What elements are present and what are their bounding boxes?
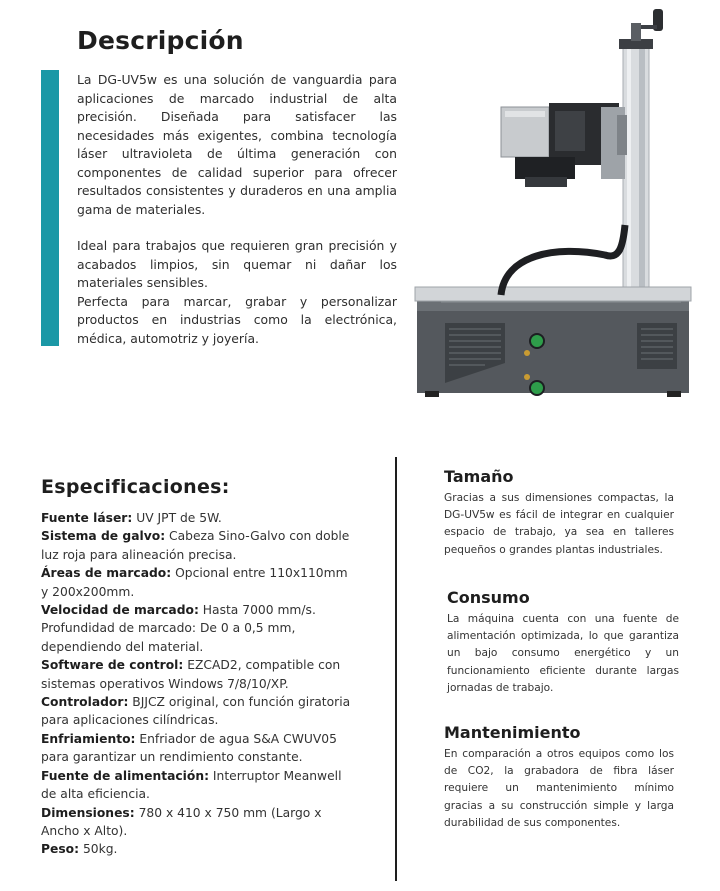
- specs-title: Especificaciones:: [41, 476, 230, 498]
- spec-label: Dimensiones:: [41, 805, 135, 820]
- spec-value: Cabeza Sino-Galvo con doble luz roja para alineación precisa.: [41, 529, 350, 562]
- spec-item: [41, 656, 351, 693]
- spec-item: [41, 804, 351, 841]
- spec-value: 780 x 410 x 750 mm (Largo x Ancho x Alto).: [41, 805, 322, 838]
- laser-machine-image: [405, 5, 705, 405]
- maintenance-text: En comparación a otros equipos como los de CO2, la grabadora de fibra láser requiere un mantenimiento mínimo gracias a su construcción simple y larga durabilidad de sus componentes.: [444, 748, 674, 829]
- consumption-title: Consumo: [447, 588, 530, 607]
- spec-value: 50kg.: [79, 842, 118, 857]
- spec-label: Sistema de galvo:: [41, 529, 166, 544]
- spec-item: [41, 527, 351, 564]
- spec-label: Áreas de marcado:: [41, 566, 172, 581]
- consumption-section: [447, 588, 679, 697]
- spec-label: Peso:: [41, 842, 80, 857]
- spec-value: Enfriador de agua S&A CWUV05 para garantizar un rendimiento constante.: [41, 731, 337, 765]
- spec-value: Hasta 7000 mm/s. Profundidad de marcado: De 0 a 0,5 mm, dependiendo del material.: [41, 603, 316, 654]
- spec-value: EZCAD2, compatible con sistemas operativos Windows 7/8/10/XP.: [41, 658, 341, 691]
- spec-label: Fuente láser:: [41, 511, 133, 525]
- size-title: Tamaño: [444, 467, 514, 486]
- consumption-text: La máquina cuenta con una fuente de alimentación optimizada, lo que garantiza un bajo consumo energético y un funcionamiento eficiente durante largas jornadas de trabajo.: [447, 613, 679, 694]
- description-paragraph-1: La DG-UV5w es una solución de vanguardia para aplicaciones de marcado industrial de alta precisión. Diseñada para satisfacer las necesidades más exigentes, combina tecnología láser ultravioleta de última generación con componentes de calidad superior para ofrecer resultados consistentes y duraderos en una amplia gama de materiales.: [77, 72, 397, 217]
- spec-label: Controlador:: [41, 695, 129, 710]
- spec-label: Software de control:: [41, 658, 184, 673]
- description-title: Descripción: [77, 26, 244, 55]
- spec-item: [41, 693, 351, 730]
- spec-value: Opcional entre 110x110mm y 200x200mm.: [41, 566, 348, 599]
- maintenance-section: [444, 723, 674, 832]
- description-paragraph-2: Ideal para trabajos que requieren gran precisión y acabados limpios, sin quemar ni dañar los materiales sensibles.: [77, 238, 397, 290]
- spec-item: [41, 601, 351, 656]
- size-text: Gracias a sus dimensiones compactas, la DG-UV5w es fácil de integrar en cualquier espacio de trabajo, ya sea en talleres pequeños o grandes plantas industriales.: [444, 492, 674, 556]
- spec-value: UV JPT de 5W.: [132, 511, 222, 525]
- spec-label: Enfriamiento:: [41, 731, 136, 746]
- description-paragraph-3: Perfecta para marcar, grabar y personalizar productos en industrias como la electrónica, médica, automotriz y joyería.: [77, 293, 397, 346]
- accent-bar: [41, 70, 59, 346]
- spec-value: BJJCZ original, con función giratoria para aplicaciones cilíndricas.: [41, 695, 351, 728]
- size-section: [444, 467, 674, 559]
- maintenance-title: Mantenimiento: [444, 723, 581, 742]
- spec-label: Velocidad de marcado:: [41, 603, 199, 618]
- spec-label: Fuente de alimentación:: [41, 768, 209, 783]
- spec-value: Interruptor Meanwell de alta eficiencia.: [41, 768, 342, 802]
- description-body: [77, 71, 397, 348]
- spec-item: [41, 509, 351, 527]
- spec-item: [41, 564, 351, 601]
- spec-item: [41, 730, 351, 767]
- spec-item: [41, 840, 351, 858]
- spec-item: [41, 767, 351, 804]
- column-divider: [395, 457, 397, 881]
- specs-list: [41, 509, 351, 859]
